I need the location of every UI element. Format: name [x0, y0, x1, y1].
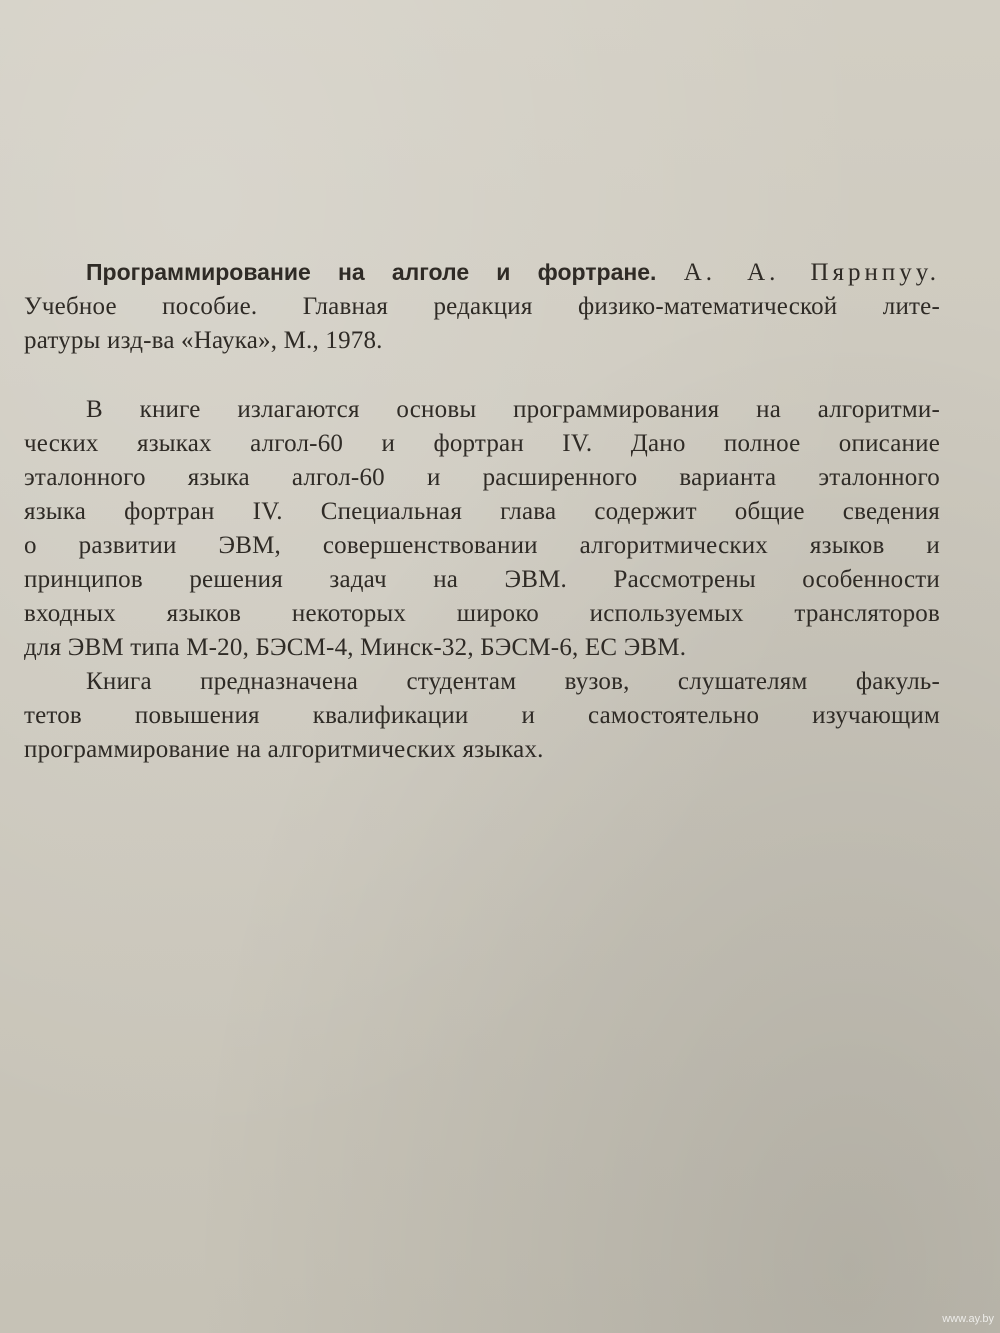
annotation-text [24, 255, 940, 767]
abstract-line: для ЭВМ типа М-20, БЭСМ-4, Минск-32, БЭСМ-6, ЕС ЭВМ. [24, 634, 687, 661]
audience-line: Книга предназначена студентам вузов, слушателям факуль- [86, 668, 940, 695]
biblio-line-2: Учебное пособие. Главная редакция физико-математической лите- [24, 293, 940, 320]
abstract-paragraph [24, 393, 940, 665]
abstract-line: принципов решения задач на ЭВМ. Рассмотрены особенности [24, 566, 940, 593]
book-title: Программирование на алголе и фортране. [86, 259, 657, 285]
audience-line: тетов повышения квалификации и самостоятельно изучающим [24, 702, 940, 729]
audience-paragraph [24, 665, 940, 767]
audience-line: программирование на алгоритмических языках. [24, 736, 544, 763]
paragraph-gap [24, 358, 940, 393]
abstract-line: эталонного языка алгол-60 и расширенного варианта эталонного [24, 464, 940, 491]
book-author: А. А. Пярнпуу. [683, 259, 941, 286]
abstract-line: входных языков некоторых широко используемых трансляторов [24, 600, 940, 627]
biblio-line-1 [24, 255, 940, 290]
abstract-line: В книге излагаются основы программирования на алгоритми- [86, 396, 940, 423]
biblio-line-3: ратуры изд-ва «Наука», М., 1978. [24, 327, 383, 354]
site-watermark: www.ay.by [942, 1313, 994, 1325]
abstract-line: ческих языках алгол-60 и фортран IV. Дано полное описание [24, 430, 940, 457]
bibliographic-entry [24, 255, 940, 358]
abstract-line: о развитии ЭВМ, совершенствовании алгоритмических языков и [24, 532, 940, 559]
abstract-line: языка фортран IV. Специальная глава содержит общие сведения [24, 498, 940, 525]
